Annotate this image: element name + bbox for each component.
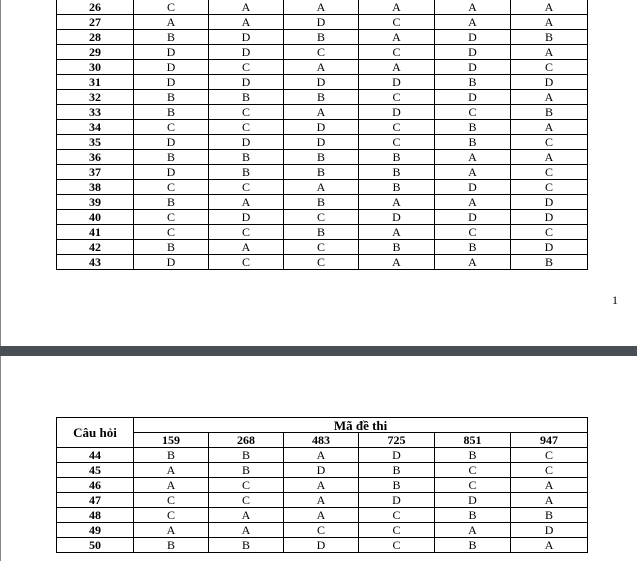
answer-cell: A bbox=[209, 508, 284, 523]
question-number-cell: 47 bbox=[57, 493, 134, 508]
exam-code-cell: 851 bbox=[435, 433, 511, 448]
answer-cell: A bbox=[511, 493, 588, 508]
question-number-cell: 39 bbox=[57, 195, 134, 210]
answer-cell: B bbox=[134, 538, 209, 553]
exam-code-cell: 725 bbox=[359, 433, 435, 448]
table-row bbox=[57, 120, 588, 135]
answer-cell: D bbox=[284, 120, 359, 135]
answer-cell: B bbox=[435, 240, 511, 255]
question-number-cell: 30 bbox=[57, 60, 134, 75]
answer-cell: B bbox=[359, 478, 435, 493]
answer-cell: C bbox=[209, 105, 284, 120]
answer-cell: C bbox=[359, 120, 435, 135]
answer-table-header bbox=[57, 418, 588, 448]
answer-cell: C bbox=[435, 478, 511, 493]
answer-cell: C bbox=[511, 165, 588, 180]
table-row bbox=[57, 0, 588, 15]
answer-cell: B bbox=[359, 165, 435, 180]
answer-cell: A bbox=[359, 195, 435, 210]
answer-cell: C bbox=[284, 240, 359, 255]
question-number-cell: 26 bbox=[57, 0, 134, 15]
answer-cell: B bbox=[284, 195, 359, 210]
page-number: 1 bbox=[612, 293, 618, 307]
answer-cell: C bbox=[134, 120, 209, 135]
answer-cell: D bbox=[435, 180, 511, 195]
answer-cell: B bbox=[435, 448, 511, 463]
exam-code-cell: 268 bbox=[209, 433, 284, 448]
answer-cell: B bbox=[435, 508, 511, 523]
table-row bbox=[57, 135, 588, 150]
answer-cell: C bbox=[284, 523, 359, 538]
answer-cell: C bbox=[209, 225, 284, 240]
answer-cell: C bbox=[209, 120, 284, 135]
answer-cell: D bbox=[209, 45, 284, 60]
answer-cell: D bbox=[511, 523, 588, 538]
answer-cell: C bbox=[284, 255, 359, 270]
answer-cell: C bbox=[209, 60, 284, 75]
answer-cell: B bbox=[134, 448, 209, 463]
exam-code-cell: 483 bbox=[284, 433, 359, 448]
answer-cell: A bbox=[435, 165, 511, 180]
answer-cell: A bbox=[209, 15, 284, 30]
table-row bbox=[57, 240, 588, 255]
answer-cell: A bbox=[359, 60, 435, 75]
answer-cell: B bbox=[209, 448, 284, 463]
header-exam-code: Mã đề thi bbox=[134, 418, 588, 433]
table-row bbox=[57, 210, 588, 225]
answer-cell: C bbox=[511, 225, 588, 240]
answer-cell: B bbox=[209, 165, 284, 180]
table-row bbox=[57, 45, 588, 60]
answer-cell: A bbox=[435, 15, 511, 30]
answer-cell: A bbox=[435, 255, 511, 270]
answer-cell: B bbox=[209, 463, 284, 478]
answer-cell: C bbox=[284, 45, 359, 60]
answer-cell: C bbox=[209, 478, 284, 493]
answer-cell: A bbox=[511, 90, 588, 105]
answer-cell: A bbox=[435, 150, 511, 165]
answer-cell: C bbox=[511, 448, 588, 463]
answer-cell: A bbox=[284, 478, 359, 493]
document-page-2 bbox=[0, 356, 637, 561]
question-number-cell: 45 bbox=[57, 463, 134, 478]
answer-cell: B bbox=[134, 240, 209, 255]
answer-cell: D bbox=[134, 255, 209, 270]
answer-cell: B bbox=[359, 180, 435, 195]
table-row bbox=[57, 150, 588, 165]
answer-cell: A bbox=[209, 240, 284, 255]
answer-cell: B bbox=[284, 30, 359, 45]
answer-cell: B bbox=[511, 255, 588, 270]
table-row bbox=[57, 30, 588, 45]
table-row bbox=[57, 195, 588, 210]
answer-table-page-1 bbox=[56, 0, 588, 270]
question-number-cell: 27 bbox=[57, 15, 134, 30]
table-row bbox=[57, 508, 588, 523]
answer-cell: C bbox=[134, 225, 209, 240]
answer-cell: D bbox=[134, 60, 209, 75]
question-number-cell: 29 bbox=[57, 45, 134, 60]
answer-cell: A bbox=[511, 538, 588, 553]
answer-cell: D bbox=[511, 195, 588, 210]
answer-cell: B bbox=[511, 105, 588, 120]
table-row bbox=[57, 180, 588, 195]
answer-cell: B bbox=[284, 90, 359, 105]
answer-cell: B bbox=[435, 538, 511, 553]
answer-cell: A bbox=[134, 478, 209, 493]
answer-cell: D bbox=[209, 135, 284, 150]
answer-cell: D bbox=[284, 135, 359, 150]
question-number-cell: 32 bbox=[57, 90, 134, 105]
question-number-cell: 36 bbox=[57, 150, 134, 165]
table-row bbox=[57, 90, 588, 105]
question-number-cell: 50 bbox=[57, 538, 134, 553]
answer-cell: C bbox=[359, 523, 435, 538]
answer-cell: A bbox=[134, 15, 209, 30]
page-separator bbox=[0, 346, 637, 356]
answer-cell: A bbox=[511, 120, 588, 135]
answer-cell: A bbox=[209, 0, 284, 15]
table-row bbox=[57, 60, 588, 75]
table-row bbox=[57, 463, 588, 478]
answer-cell: D bbox=[435, 60, 511, 75]
question-number-cell: 42 bbox=[57, 240, 134, 255]
answer-cell: C bbox=[511, 60, 588, 75]
answer-cell: C bbox=[209, 255, 284, 270]
table-row bbox=[57, 255, 588, 270]
answer-cell: A bbox=[511, 478, 588, 493]
answer-cell: B bbox=[435, 120, 511, 135]
answer-cell: B bbox=[284, 165, 359, 180]
answer-cell: C bbox=[435, 463, 511, 478]
table-row bbox=[57, 165, 588, 180]
answer-cell: D bbox=[435, 45, 511, 60]
header-question: Câu hỏi bbox=[57, 418, 134, 448]
answer-cell: B bbox=[511, 30, 588, 45]
answer-table-page-2 bbox=[56, 417, 588, 553]
answer-cell: D bbox=[511, 75, 588, 90]
answer-cell: D bbox=[435, 30, 511, 45]
question-number-cell: 40 bbox=[57, 210, 134, 225]
answer-cell: B bbox=[134, 90, 209, 105]
table-row bbox=[57, 448, 588, 463]
answer-cell: A bbox=[284, 105, 359, 120]
answer-cell: B bbox=[209, 150, 284, 165]
answer-cell: B bbox=[359, 150, 435, 165]
question-number-cell: 31 bbox=[57, 75, 134, 90]
answer-cell: B bbox=[134, 30, 209, 45]
table-row bbox=[57, 478, 588, 493]
table-row bbox=[57, 538, 588, 553]
question-number-cell: 33 bbox=[57, 105, 134, 120]
answer-cell: B bbox=[209, 538, 284, 553]
answer-cell: D bbox=[359, 210, 435, 225]
answer-cell: C bbox=[359, 135, 435, 150]
answer-cell: C bbox=[511, 463, 588, 478]
question-number-cell: 41 bbox=[57, 225, 134, 240]
answer-cell: D bbox=[511, 210, 588, 225]
question-number-cell: 44 bbox=[57, 448, 134, 463]
answer-cell: A bbox=[284, 60, 359, 75]
answer-cell: A bbox=[359, 30, 435, 45]
table-row bbox=[57, 15, 588, 30]
answer-cell: C bbox=[511, 180, 588, 195]
answer-cell: A bbox=[134, 523, 209, 538]
answer-cell: C bbox=[359, 508, 435, 523]
answer-cell: D bbox=[435, 90, 511, 105]
question-number-cell: 46 bbox=[57, 478, 134, 493]
answer-cell: A bbox=[359, 0, 435, 15]
answer-cell: D bbox=[359, 75, 435, 90]
answer-cell: A bbox=[209, 195, 284, 210]
answer-table-body bbox=[57, 0, 588, 270]
answer-cell: A bbox=[511, 0, 588, 15]
answer-cell: C bbox=[134, 210, 209, 225]
answer-cell: A bbox=[511, 15, 588, 30]
question-number-cell: 43 bbox=[57, 255, 134, 270]
answer-cell: B bbox=[359, 240, 435, 255]
table-row bbox=[57, 523, 588, 538]
answer-cell: A bbox=[284, 493, 359, 508]
answer-cell: C bbox=[134, 508, 209, 523]
answer-cell: D bbox=[134, 75, 209, 90]
answer-cell: A bbox=[209, 523, 284, 538]
answer-cell: C bbox=[359, 538, 435, 553]
answer-cell: A bbox=[284, 448, 359, 463]
answer-cell: D bbox=[134, 135, 209, 150]
answer-cell: C bbox=[435, 105, 511, 120]
answer-cell: C bbox=[284, 210, 359, 225]
answer-cell: D bbox=[511, 240, 588, 255]
answer-cell: D bbox=[284, 538, 359, 553]
answer-cell: C bbox=[209, 180, 284, 195]
answer-cell: D bbox=[359, 448, 435, 463]
answer-cell: A bbox=[284, 180, 359, 195]
answer-cell: B bbox=[511, 508, 588, 523]
answer-cell: D bbox=[435, 493, 511, 508]
answer-cell: B bbox=[134, 105, 209, 120]
answer-cell: A bbox=[435, 523, 511, 538]
answer-cell: A bbox=[359, 225, 435, 240]
question-number-cell: 38 bbox=[57, 180, 134, 195]
answer-cell: B bbox=[359, 463, 435, 478]
table-row bbox=[57, 105, 588, 120]
exam-code-cell: 159 bbox=[134, 433, 209, 448]
answer-cell: D bbox=[284, 463, 359, 478]
question-number-cell: 28 bbox=[57, 30, 134, 45]
answer-cell: B bbox=[284, 150, 359, 165]
answer-cell: B bbox=[134, 150, 209, 165]
answer-cell: D bbox=[284, 75, 359, 90]
answer-cell: D bbox=[209, 210, 284, 225]
table-row bbox=[57, 225, 588, 240]
table-row bbox=[57, 75, 588, 90]
answer-cell: C bbox=[359, 45, 435, 60]
answer-cell: D bbox=[359, 105, 435, 120]
answer-cell: A bbox=[134, 463, 209, 478]
answer-cell: B bbox=[435, 75, 511, 90]
answer-cell: A bbox=[359, 255, 435, 270]
answer-cell: C bbox=[209, 493, 284, 508]
answer-cell: B bbox=[209, 90, 284, 105]
answer-cell: C bbox=[359, 15, 435, 30]
answer-cell: C bbox=[435, 225, 511, 240]
answer-cell: C bbox=[134, 493, 209, 508]
table-row bbox=[57, 493, 588, 508]
answer-cell: A bbox=[511, 45, 588, 60]
exam-code-cell: 947 bbox=[511, 433, 588, 448]
answer-cell: D bbox=[209, 30, 284, 45]
answer-cell: D bbox=[134, 165, 209, 180]
answer-cell: C bbox=[511, 135, 588, 150]
answer-cell: C bbox=[134, 180, 209, 195]
question-number-cell: 37 bbox=[57, 165, 134, 180]
answer-cell: A bbox=[284, 0, 359, 15]
question-number-cell: 48 bbox=[57, 508, 134, 523]
answer-cell: D bbox=[359, 493, 435, 508]
answer-cell: D bbox=[435, 210, 511, 225]
answer-cell: C bbox=[359, 90, 435, 105]
answer-cell: B bbox=[134, 195, 209, 210]
question-number-cell: 49 bbox=[57, 523, 134, 538]
answer-table-body bbox=[57, 448, 588, 553]
answer-cell: B bbox=[435, 135, 511, 150]
question-number-cell: 35 bbox=[57, 135, 134, 150]
answer-cell: A bbox=[435, 0, 511, 15]
answer-cell: D bbox=[134, 45, 209, 60]
answer-cell: D bbox=[284, 15, 359, 30]
answer-cell: A bbox=[511, 150, 588, 165]
answer-cell: C bbox=[134, 0, 209, 15]
answer-cell: D bbox=[209, 75, 284, 90]
question-number-cell: 34 bbox=[57, 120, 134, 135]
answer-cell: A bbox=[284, 508, 359, 523]
answer-cell: B bbox=[284, 225, 359, 240]
answer-cell: A bbox=[435, 195, 511, 210]
